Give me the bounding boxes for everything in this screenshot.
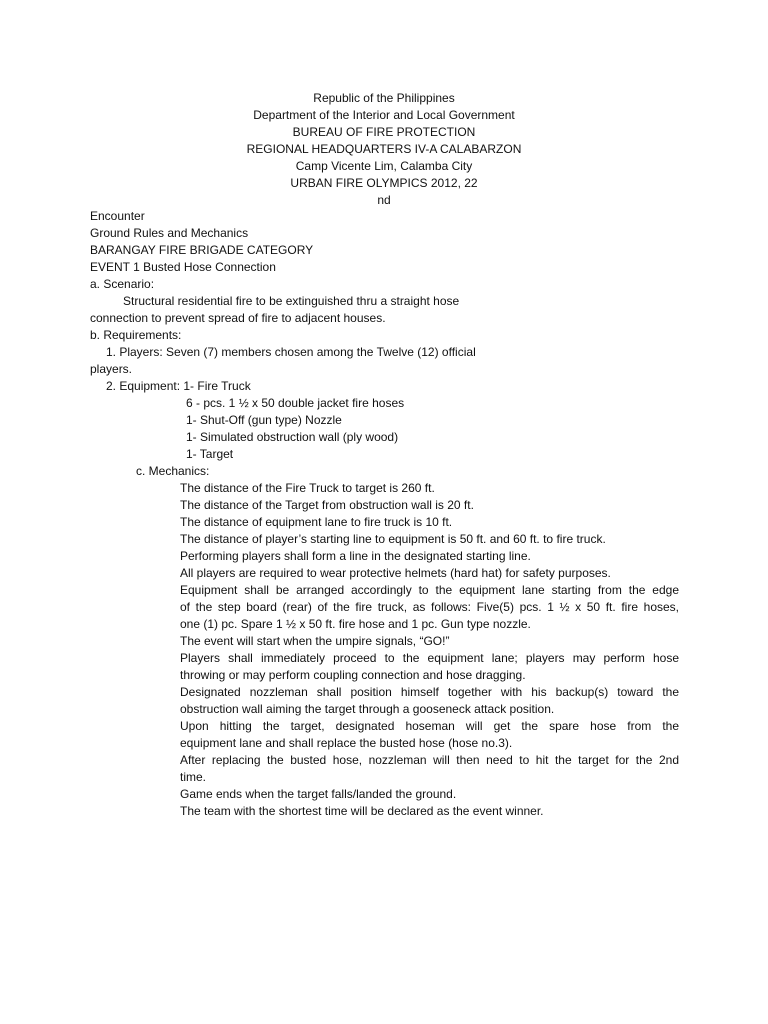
equipment-item-target: 1- Target xyxy=(186,447,234,461)
mechanics-item-1 xyxy=(180,480,435,497)
mechanics-item-4-text: The distance of player’s starting line to equipment is 50 ft. and 60 ft. to fire truck. xyxy=(180,532,606,546)
equipment-item-hoses: 6 - pcs. 1 ½ x 50 double jacket fire hoses xyxy=(186,396,405,410)
mechanics-item-7-line-2: of the step board (rear) of the fire truck, as follows: Five(5) pcs. 1 ½ x 50 ft. fire hoses, xyxy=(180,600,679,614)
mechanics-item-7 xyxy=(180,582,679,599)
mechanics-item-13-text: Game ends when the target falls/landed the ground. xyxy=(180,787,457,801)
intro-category: BARANGAY FIRE BRIGADE CATEGORY xyxy=(90,243,314,257)
mechanics-item-1-text: The distance of the Fire Truck to target is 260 ft. xyxy=(180,481,435,495)
requirements-players: 1. Players: Seven (7) members chosen among the Twelve (12) official xyxy=(106,345,476,359)
mechanics-item-2 xyxy=(180,497,474,514)
header-line-republic: Republic of the Philippines xyxy=(313,91,455,105)
mechanics-item-14 xyxy=(180,803,544,820)
header-line-event-title: URBAN FIRE OLYMPICS 2012, 22 xyxy=(290,176,478,190)
mechanics-item-12-line-2: time. xyxy=(180,770,207,784)
mechanics-item-3 xyxy=(180,514,452,531)
mechanics-item-7-text-line-1: Equipment shall be arranged accordingly to the equipment lane starting from the edge xyxy=(180,583,679,597)
mechanics-item-10-text-line-1: Designated nozzleman shall position himself together with his backup(s) toward the xyxy=(180,685,679,699)
mechanics-item-6-text: All players are required to wear protective helmets (hard hat) for safety purposes. xyxy=(180,566,611,580)
requirements-players-cont: players. xyxy=(90,362,133,376)
equipment-item-wall: 1- Simulated obstruction wall (ply wood) xyxy=(186,430,399,444)
mechanics-item-12-text-line-1: After replacing the busted hose, nozzleman will then need to hit the target for the 2nd xyxy=(180,753,679,767)
mechanics-item-9-text-line-1: Players shall immediately proceed to the equipment lane; players may perform hose xyxy=(180,651,679,665)
header-line-bfp: BUREAU OF FIRE PROTECTION xyxy=(292,125,476,139)
mechanics-item-9-line-2: throwing or may perform coupling connection and hose dragging. xyxy=(180,668,526,682)
intro-encounter: Encounter xyxy=(90,209,145,223)
mechanics-item-11 xyxy=(180,718,679,735)
mechanics-item-5-text: Performing players shall form a line in the designated starting line. xyxy=(180,549,531,563)
mechanics-label: c. Mechanics: xyxy=(136,464,210,478)
mechanics-item-8 xyxy=(180,633,449,650)
mechanics-item-10 xyxy=(180,684,679,701)
header-line-dilg: Department of the Interior and Local Government xyxy=(253,108,515,122)
header-line-ordinal: nd xyxy=(377,193,391,207)
mechanics-item-2-text: The distance of the Target from obstruction wall is 20 ft. xyxy=(180,498,474,512)
scenario-text-line-1: Structural residential fire to be extinguished thru a straight hose xyxy=(123,294,460,308)
mechanics-item-5 xyxy=(180,548,531,565)
mechanics-item-4 xyxy=(180,531,606,548)
mechanics-item-14-text: The team with the shortest time will be declared as the event winner. xyxy=(180,804,544,818)
requirements-equipment-label: 2. Equipment: 1- Fire Truck xyxy=(106,379,251,393)
mechanics-item-13 xyxy=(180,786,456,803)
mechanics-item-8-text: The event will start when the umpire signals, “GO!” xyxy=(180,634,450,648)
mechanics-item-3-text: The distance of equipment lane to fire truck is 10 ft. xyxy=(180,515,453,529)
scenario-text-line-2: connection to prevent spread of fire to adjacent houses. xyxy=(90,311,386,325)
mechanics-item-11-text-line-1: Upon hitting the target, designated hoseman will get the spare hose from the xyxy=(180,719,679,733)
intro-ground-rules: Ground Rules and Mechanics xyxy=(90,226,249,240)
mechanics-item-6 xyxy=(180,565,611,582)
equipment-item-nozzle: 1- Shut-Off (gun type) Nozzle xyxy=(186,413,342,427)
document-header xyxy=(0,90,768,209)
mechanics-item-9 xyxy=(180,650,679,667)
mechanics-item-10-line-2: obstruction wall aiming the target through a gooseneck attack position. xyxy=(180,702,555,716)
intro-event-title: EVENT 1 Busted Hose Connection xyxy=(90,260,276,274)
header-line-camp: Camp Vicente Lim, Calamba City xyxy=(295,159,473,173)
scenario-label: a. Scenario: xyxy=(90,277,155,291)
header-line-regional-hq: REGIONAL HEADQUARTERS IV-A CALABARZON xyxy=(246,142,522,156)
mechanics-item-11-line-2: equipment lane and shall replace the busted hose (hose no.3). xyxy=(180,736,513,750)
requirements-label: b. Requirements: xyxy=(90,328,182,342)
mechanics-item-7-line-3: one (1) pc. Spare 1 ½ x 50 ft. fire hose and 1 pc. Gun type nozzle. xyxy=(180,617,531,631)
mechanics-item-12 xyxy=(180,752,679,769)
